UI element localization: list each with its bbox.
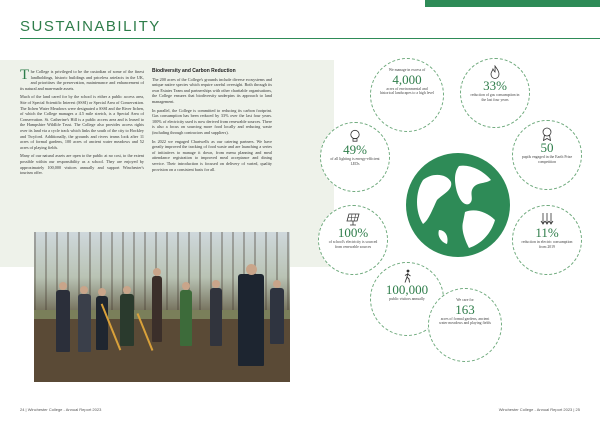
biodiversity-paragraph: In 2022 we engaged Chartwells as our catering partners. We have greatly improved the tracking of food waste and are launching a series of initiatives to manage it down, from menu planning and meal attendance registration to improved meal acceptance and dining service. Their introduction is focused on delivery of varied, quality provision on a consistent basis for all. (152, 138, 272, 172)
lightbulb-icon (347, 129, 363, 143)
stat-led-lighting: 49% of all lighting is energy-efficient LEDs (320, 122, 390, 192)
biodiversity-heading: Biodiversity and Carbon Reduction (152, 68, 236, 74)
award-icon (539, 127, 555, 141)
page-title: SUSTAINABILITY (20, 18, 161, 35)
footer-left: 24 | Winchester College - Annual Report 2023 (20, 407, 102, 412)
biodiversity-paragraph: The 200 acres of the College's grounds include diverse ecosystems and unique native species which require careful oversight. Both through its own Estates Team and partnerships with other charitable organisations, the College ensures that biodiversity underpins its approach to land management. (152, 76, 272, 104)
globe-icon (403, 150, 513, 260)
intro-paragraph: Much of the land cared for by the school is either a public access area, Site of Special Scientific Interest (SSSI) or Special Area of Conservation. The Itchen Water Meadows were designated a SSSI and the River Itchen, of which the College manages a 4.5 mile stretch, is a Special Area of Conservation. St. Catherine's Hill is a public access area and is leased to the Hampshire Wildlife Trust. The College also provides access rights over its land via a cycle track which links the south of the city to Hockley and Twyford. Additionally, the grounds and rivers teams look after 11 acres of formal gardens, 100 acres of ancient water meadows and 52 acres of playing fields. (20, 94, 144, 150)
tree-planting-photo (34, 232, 290, 382)
stat-public-visitors: 100,000 public visitors annually (370, 262, 444, 336)
biodiversity-column (152, 69, 272, 175)
intro-paragraph: Many of our natural assets are open to the public at no cost, to the extent possible within our responsibility as a school. They are enjoyed by approximately 100,000 visitors annually and support Winchester's tourism offer. (20, 153, 144, 176)
dropcap: T (20, 67, 30, 83)
biodiversity-paragraph: In parallel, the College is committed to reducing its carbon footprint. Gas consumption has been reduced by 33% over the last four years. 100% of electricity used is now derived from renewable sources. There is also a focus on sourcing more food locally and reducing waste (including through contractors and suppliers). (152, 107, 272, 135)
intro-paragraph: The College is privileged to be the custodian of some of the finest landholdings, historic buildings and priceless artefacts in the UK, and prioritises the preservation, maintenance and enhancement of its natural and man-made assets. (20, 67, 144, 91)
stat-renewable-electricity: 100% of school's electricity is sourced from renewable sources (318, 205, 388, 275)
solar-panel-icon (345, 212, 361, 226)
header-accent-bar (425, 0, 600, 7)
stat-electric-reduction: 11% reduction in electric consumption from 2019 (512, 205, 582, 275)
walking-person-icon (399, 269, 415, 283)
title-rule (20, 38, 600, 39)
stat-land-managed: We manage in excess of 4,000 acres of environmental and historical landscapes to a high level (370, 58, 444, 132)
footer-right: Winchester College - Annual Report 2023 | 25 (498, 407, 580, 412)
stat-gas-reduction: 33% reduction of gas consumption in the last four years (460, 58, 530, 128)
down-arrows-icon (539, 212, 555, 226)
stat-formal-gardens: We care for 163 acres of formal gardens, ancient water meadows and playing fields (428, 288, 502, 362)
flame-icon (487, 65, 503, 79)
intro-column (20, 69, 144, 179)
stat-earth-prize-pupils: 50 pupils engaged in the Earth Prize competition (512, 120, 582, 190)
